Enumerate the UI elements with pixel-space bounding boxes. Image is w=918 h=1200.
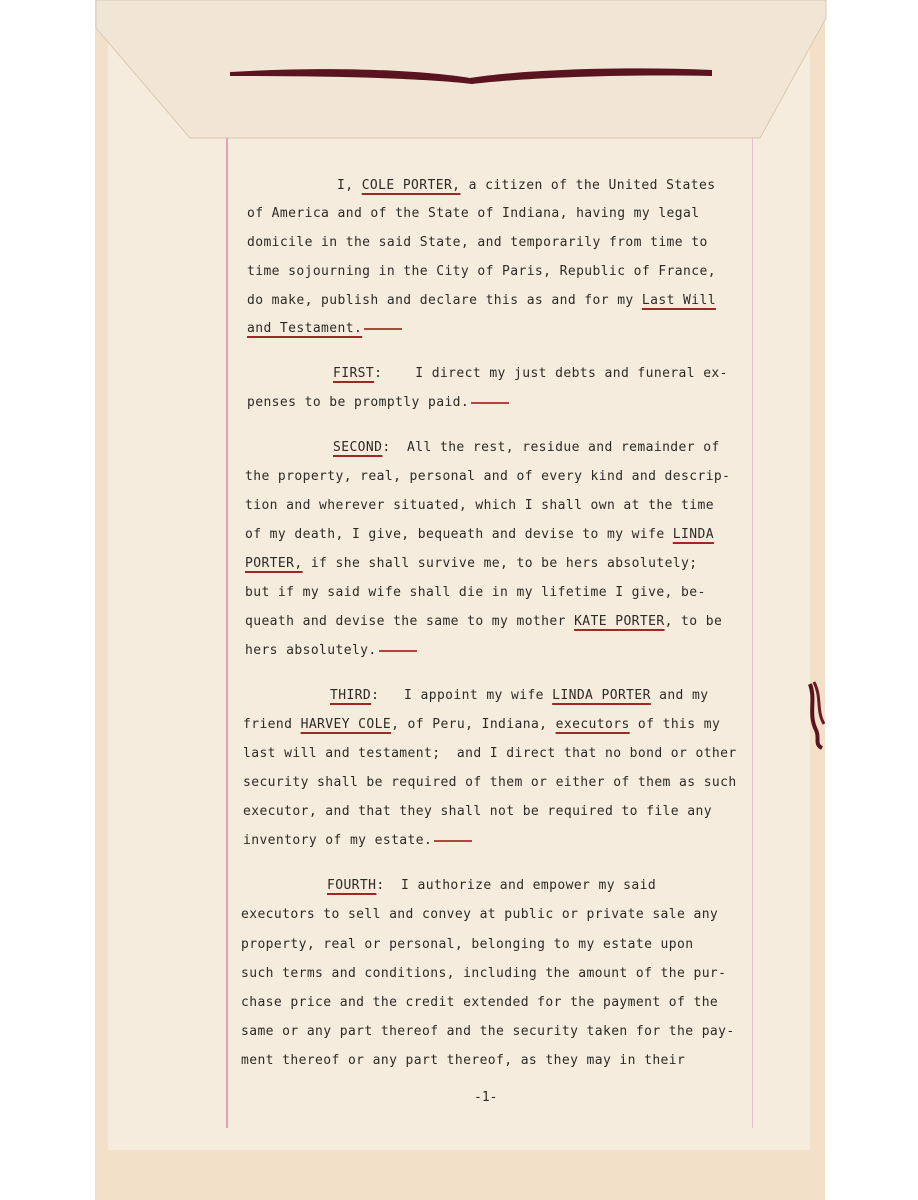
text-segment: the property, real, personal and of every kind and descrip- <box>245 469 731 484</box>
red-dash-mark <box>379 650 417 652</box>
text-segment: time sojourning in the City of Paris, Republic of France, <box>247 264 716 279</box>
underlined-text: FOURTH <box>327 878 377 893</box>
text-segment: of America and of the State of Indiana, having my legal <box>247 206 700 221</box>
underlined-text: HARVEY COLE <box>300 717 392 732</box>
text-line <box>241 937 693 952</box>
red-dash-mark <box>364 328 402 330</box>
text-segment: such terms and conditions, including the amount of the pur- <box>241 966 727 981</box>
underlined-text: and Testament. <box>247 321 363 336</box>
text-segment: last will and testament; and I direct that no bond or other <box>243 746 737 761</box>
text-line <box>333 366 728 381</box>
text-segment: if she shall survive me, to be hers absolutely; <box>302 556 698 571</box>
underlined-text: THIRD <box>330 688 372 703</box>
text-segment: , to be <box>664 614 723 629</box>
text-segment: same or any part thereof and the security taken for the pay- <box>241 1024 735 1039</box>
text-line <box>245 498 714 513</box>
underlined-text: LINDA <box>672 527 714 542</box>
text-line <box>333 440 720 455</box>
ribbon <box>0 0 918 100</box>
text-line <box>247 395 509 410</box>
text-segment: and my <box>650 688 709 703</box>
page-number: -1- <box>474 1090 498 1105</box>
text-segment: executors to sell and convey at public or private sale any <box>241 907 719 922</box>
text-segment: : I direct my just debts and funeral ex- <box>374 366 728 381</box>
text-line <box>245 469 730 484</box>
underlined-text: COLE PORTER, <box>361 178 461 193</box>
text-line <box>243 804 712 819</box>
underlined-text: LINDA PORTER <box>552 688 651 703</box>
text-segment: : I appoint my wife <box>371 688 553 703</box>
ribbon-tail <box>802 680 832 750</box>
text-segment: a citizen of the United States <box>460 178 716 193</box>
underlined-text: Last Will <box>641 293 716 308</box>
underlined-text: executors <box>555 717 630 732</box>
underlined-text: SECOND <box>333 440 383 455</box>
text-segment: of my death, I give, bequeath and devise to my wife <box>245 527 673 542</box>
text-segment: property, real or personal, belonging to my estate upon <box>241 937 694 952</box>
text-line <box>241 907 718 922</box>
right-margin-line <box>752 138 753 1128</box>
text-segment: : All the rest, residue and remainder of <box>382 440 720 455</box>
text-line <box>245 527 714 542</box>
underlined-text: PORTER, <box>245 556 303 571</box>
text-segment: of this my <box>629 717 721 732</box>
text-segment: tion and wherever situated, which I shall own at the time <box>245 498 714 513</box>
text-line <box>245 585 706 600</box>
red-dash-mark <box>434 840 472 842</box>
text-segment: chase price and the credit extended for the payment of the <box>241 995 719 1010</box>
text-segment: but if my said wife shall die in my lifetime I give, be- <box>245 585 706 600</box>
text-line <box>247 264 716 279</box>
text-line <box>245 556 697 571</box>
text-line <box>245 643 417 658</box>
text-line <box>241 966 726 981</box>
text-segment: inventory of my estate. <box>243 833 433 848</box>
text-segment: do make, publish and declare this as and for my <box>247 293 642 308</box>
red-dash-mark <box>471 402 509 404</box>
text-segment: penses to be promptly paid. <box>247 395 470 410</box>
text-line <box>247 206 699 221</box>
text-line <box>241 1053 685 1068</box>
text-line <box>243 833 472 848</box>
text-segment: queath and devise the same to my mother <box>245 614 575 629</box>
text-segment: , of Peru, Indiana, <box>391 717 556 732</box>
text-line <box>330 688 708 703</box>
text-line <box>243 746 737 761</box>
text-segment: hers absolutely. <box>245 643 377 658</box>
underlined-text: KATE PORTER <box>574 614 665 629</box>
text-segment: I, <box>337 178 362 193</box>
text-line <box>241 995 718 1010</box>
text-segment: ment thereof or any part thereof, as they may in their <box>241 1053 686 1068</box>
text-line <box>247 235 708 250</box>
text-line <box>337 178 715 193</box>
text-segment: security shall be required of them or either of them as such <box>243 775 737 790</box>
text-line <box>241 1024 735 1039</box>
text-segment: domicile in the said State, and temporarily from time to <box>247 235 708 250</box>
underlined-text: FIRST <box>333 366 375 381</box>
text-line <box>245 614 722 629</box>
text-line <box>247 321 402 336</box>
text-segment: friend <box>243 717 301 732</box>
text-line <box>243 775 737 790</box>
text-segment: : I authorize and empower my said <box>376 878 657 893</box>
text-line <box>247 293 716 308</box>
text-line <box>243 717 720 732</box>
text-line <box>327 878 656 893</box>
left-margin-line <box>226 138 228 1128</box>
text-segment: executor, and that they shall not be required to file any <box>243 804 712 819</box>
